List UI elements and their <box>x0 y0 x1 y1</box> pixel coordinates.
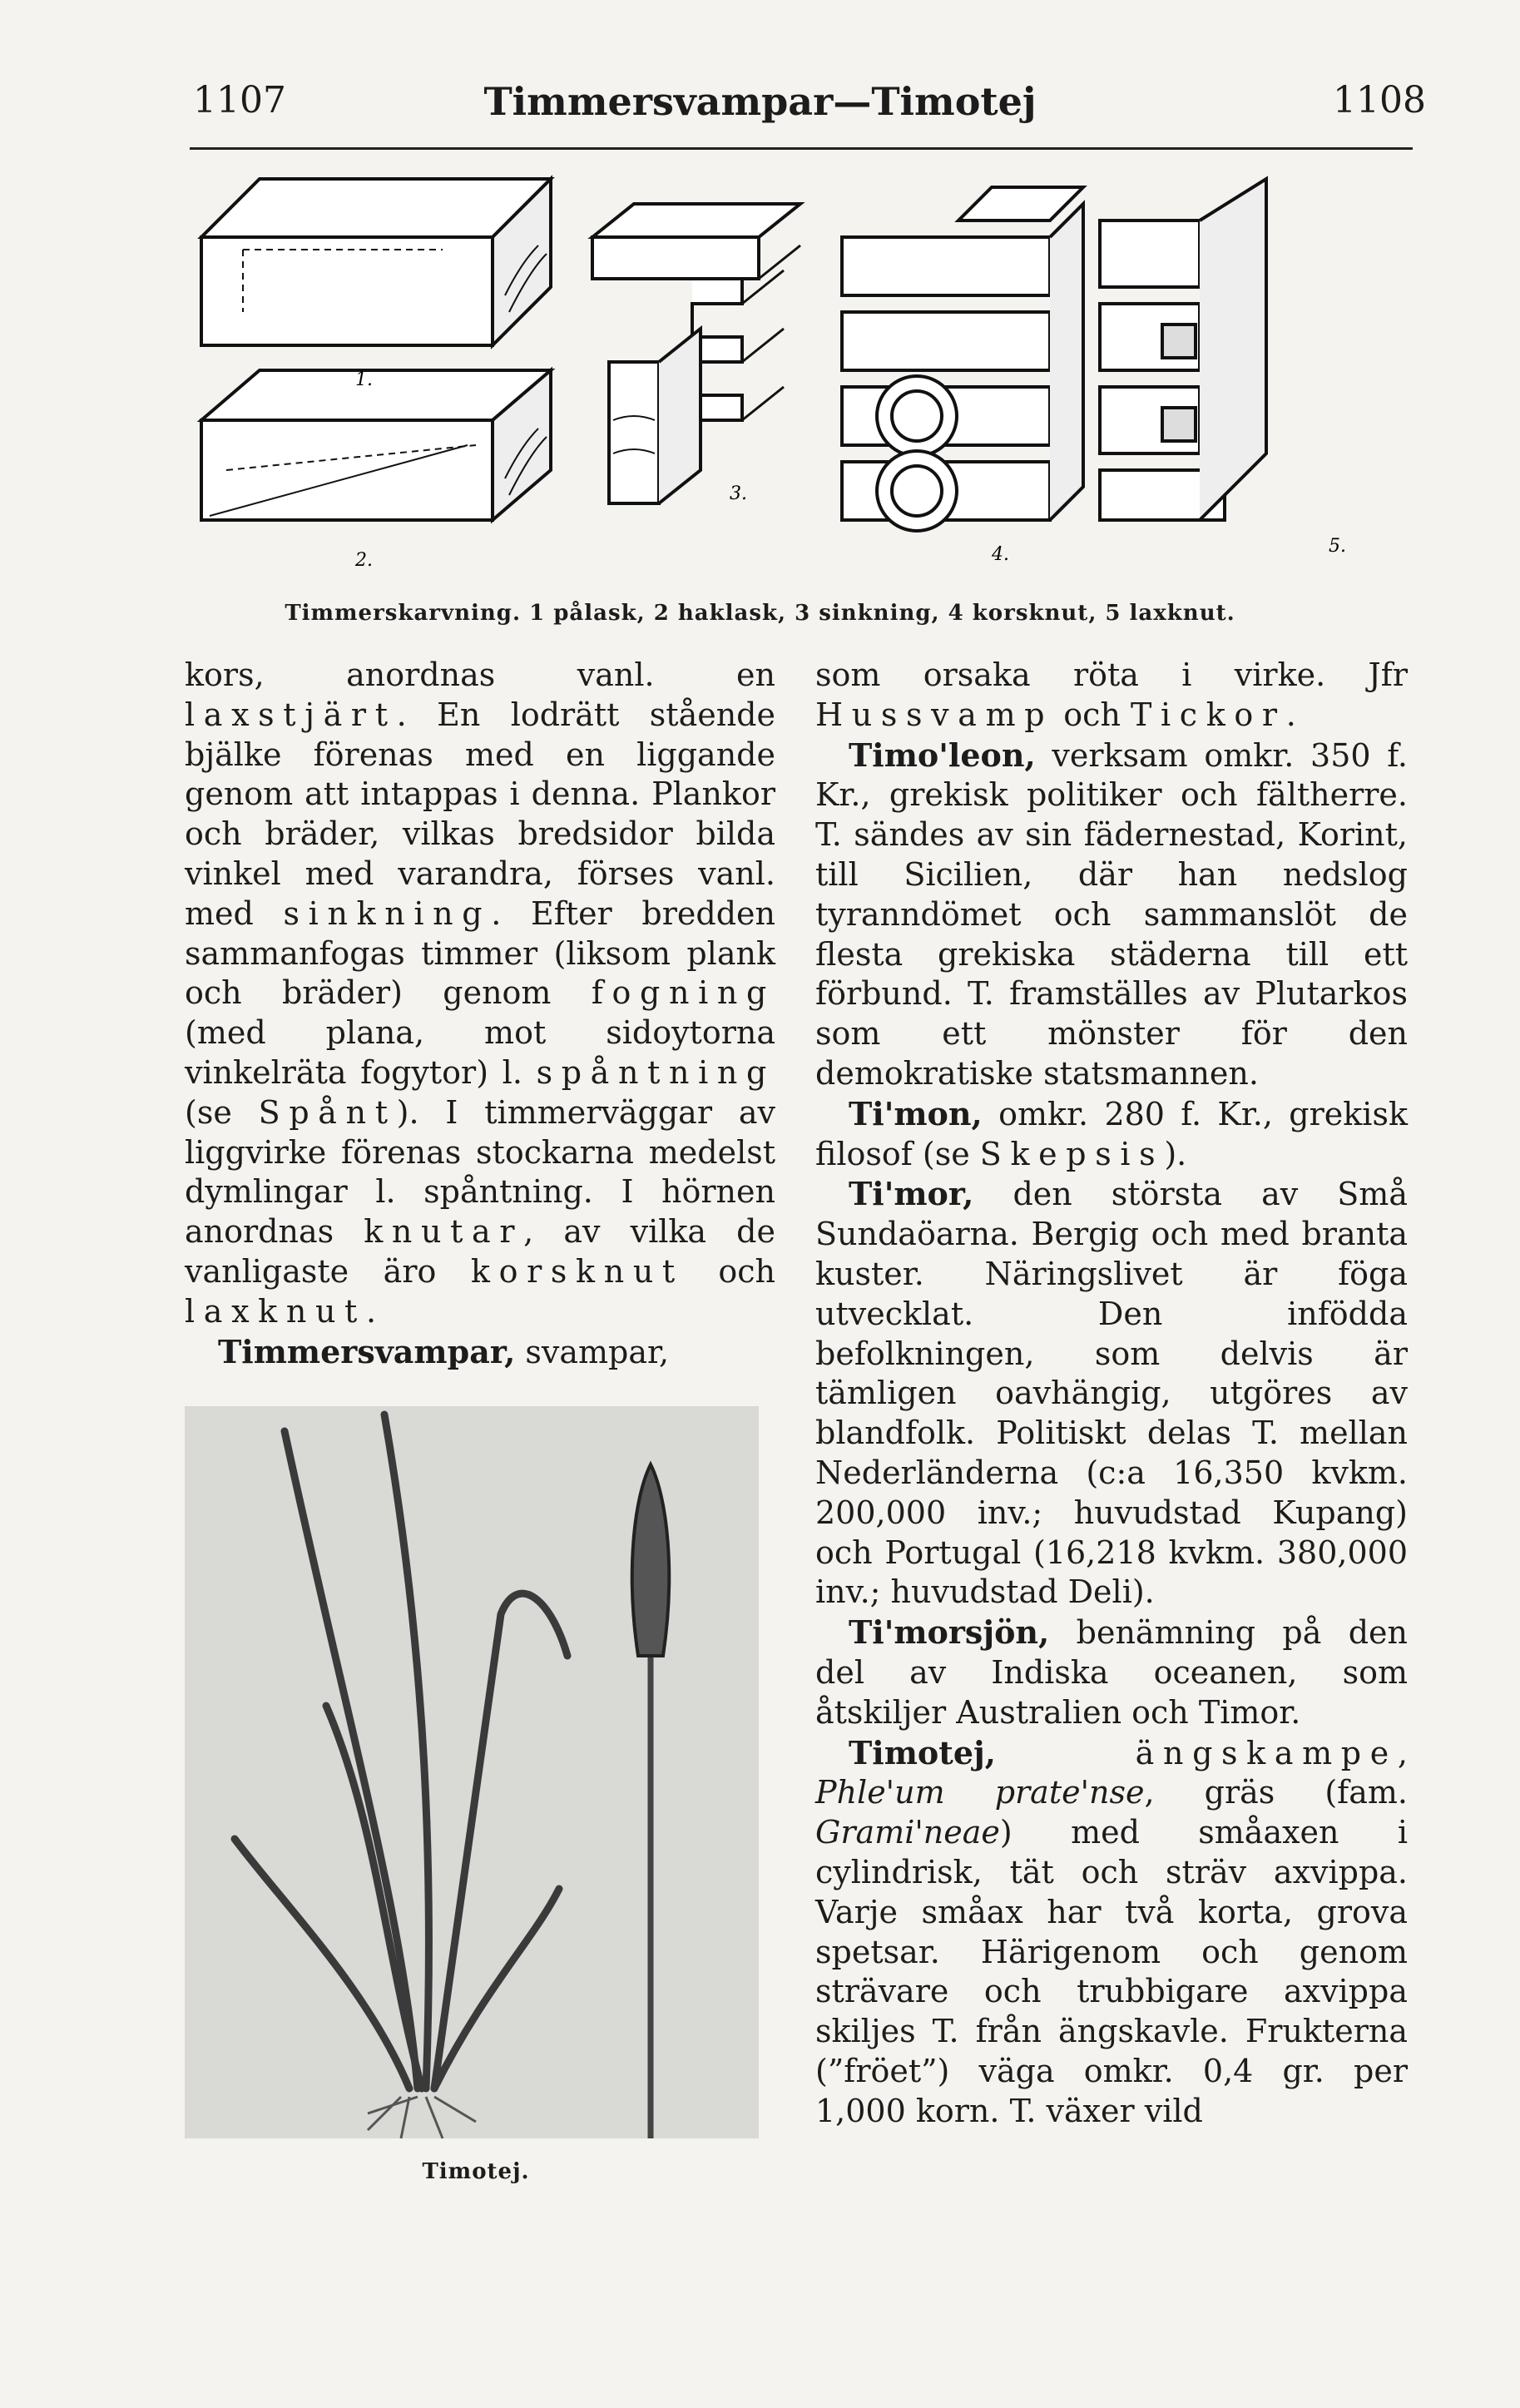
headword-timoleon: Timo'leon, <box>849 736 1036 774</box>
timotej-illustration <box>185 1406 767 2147</box>
entry-timoleon: Timo'leon, verksam omkr. 350 f. Kr., grekisk politiker och fältherre. T. sändes av sin fädernestad, Korint, till Sicilien, där han nedslog tyranndömet och sammanslöt de flesta grekiska städerna till ett förbund. T. framställes av Plutarkos som ett mönster för den demokratiske statsmannen. <box>815 736 1408 1092</box>
headword-timor: Ti'mor, <box>849 1175 974 1213</box>
fig-label-2: 2. <box>355 550 373 571</box>
running-title: Timmersvampar—Timotej <box>483 79 1037 124</box>
plant-caption: Timotej. <box>422 2159 530 2184</box>
fig-label-4: 4. <box>992 544 1009 565</box>
fig-label-5: 5. <box>1329 536 1346 557</box>
figure-caption: Timmerskarvning. 1 pålask, 2 haklask, 3 sinkning, 4 korsknut, 5 laxknut. <box>285 601 1235 626</box>
headword-timmersvampar: Timmersvampar, <box>218 1332 516 1370</box>
entry-timor: Ti'mor, den största av Små Sundaöarna. Bergig och med branta kuster. Näringslivet är föga utvecklat. Den infödda befolkningen, som delvis är tämligen oavhängig, utgöres av blandfolk. Politiskt delas T. mellan Nederländerna (c:a 16,350 kvkm. 200,000 inv.; huvudstad Kupang) och Portugal (16,218 kvkm. 380,000 inv.; huvudstad Deli). <box>815 1175 1408 1611</box>
joint-3-drawing <box>592 204 800 503</box>
page-number-left: 1107 <box>193 79 286 121</box>
header-rule <box>190 147 1413 150</box>
headword-timotej: Timotej, <box>849 1733 996 1771</box>
fig-label-1: 1. <box>355 369 373 390</box>
joint-1-drawing <box>201 179 551 345</box>
paragraph-timmerskarvning-continued: kors, anordnas vanl. en laxstjärt. En lodrätt stående bjälke förenas med en liggande genom att intappas i denna. Plankor och bräder, vilkas bredsidor bilda vinkel med varandra, förses vanl. med sinkning. Efter bredden sammanfogas timmer (liksom plank och bräder) genom fogning (med plana, mot sidoytorna vinkelräta fogytor) l. spåntning (se Spånt). I timmerväggar av liggvirke förenas stockarna medelst dymlingar l. spåntning. I hörnen anordnas knutar, av vilka de vanligaste äro korsknut och laxknut. <box>185 657 776 1330</box>
headword-timorsjon: Ti'morsjön, <box>849 1613 1050 1652</box>
fig-label-3: 3. <box>730 483 747 504</box>
page-number-right: 1108 <box>1333 79 1426 121</box>
joint-4-drawing <box>842 187 1083 531</box>
headword-timon: Ti'mon, <box>849 1094 983 1132</box>
entry-timon: Ti'mon, omkr. 280 f. Kr., grekisk filosof (se Skepsis). <box>815 1094 1408 1172</box>
entry-timmersvampar-continued: som orsaka röta i virke. Jfr Hussvamp och Tickor. <box>815 657 1408 733</box>
joint-5-drawing <box>1100 179 1266 520</box>
right-column <box>815 656 1408 2131</box>
left-column <box>185 656 775 1372</box>
entry-timmersvampar: Timmersvampar, svampar, <box>218 1332 670 1370</box>
entry-timorsjon: Ti'morsjön, benämning på den del av Indiska oceanen, som åtskiljer Australien och Timor. <box>815 1613 1408 1731</box>
timber-joints-figure <box>193 171 1413 587</box>
entry-timotej: Timotej, ängskampe, Phle'um prate'nse, gräs (fam. Grami'neae) med småaxen i cylindrisk, tät och sträv axvippa. Varje småax har två korta, grova spetsar. Härigenom och genom strävare och trubbigare axvippa skiljes T. från ängskavle. Frukterna (”fröet”) väga omkr. 0,4 gr. per 1,000 korn. T. växer vild <box>815 1733 1409 2129</box>
joint-2-drawing <box>201 370 551 520</box>
